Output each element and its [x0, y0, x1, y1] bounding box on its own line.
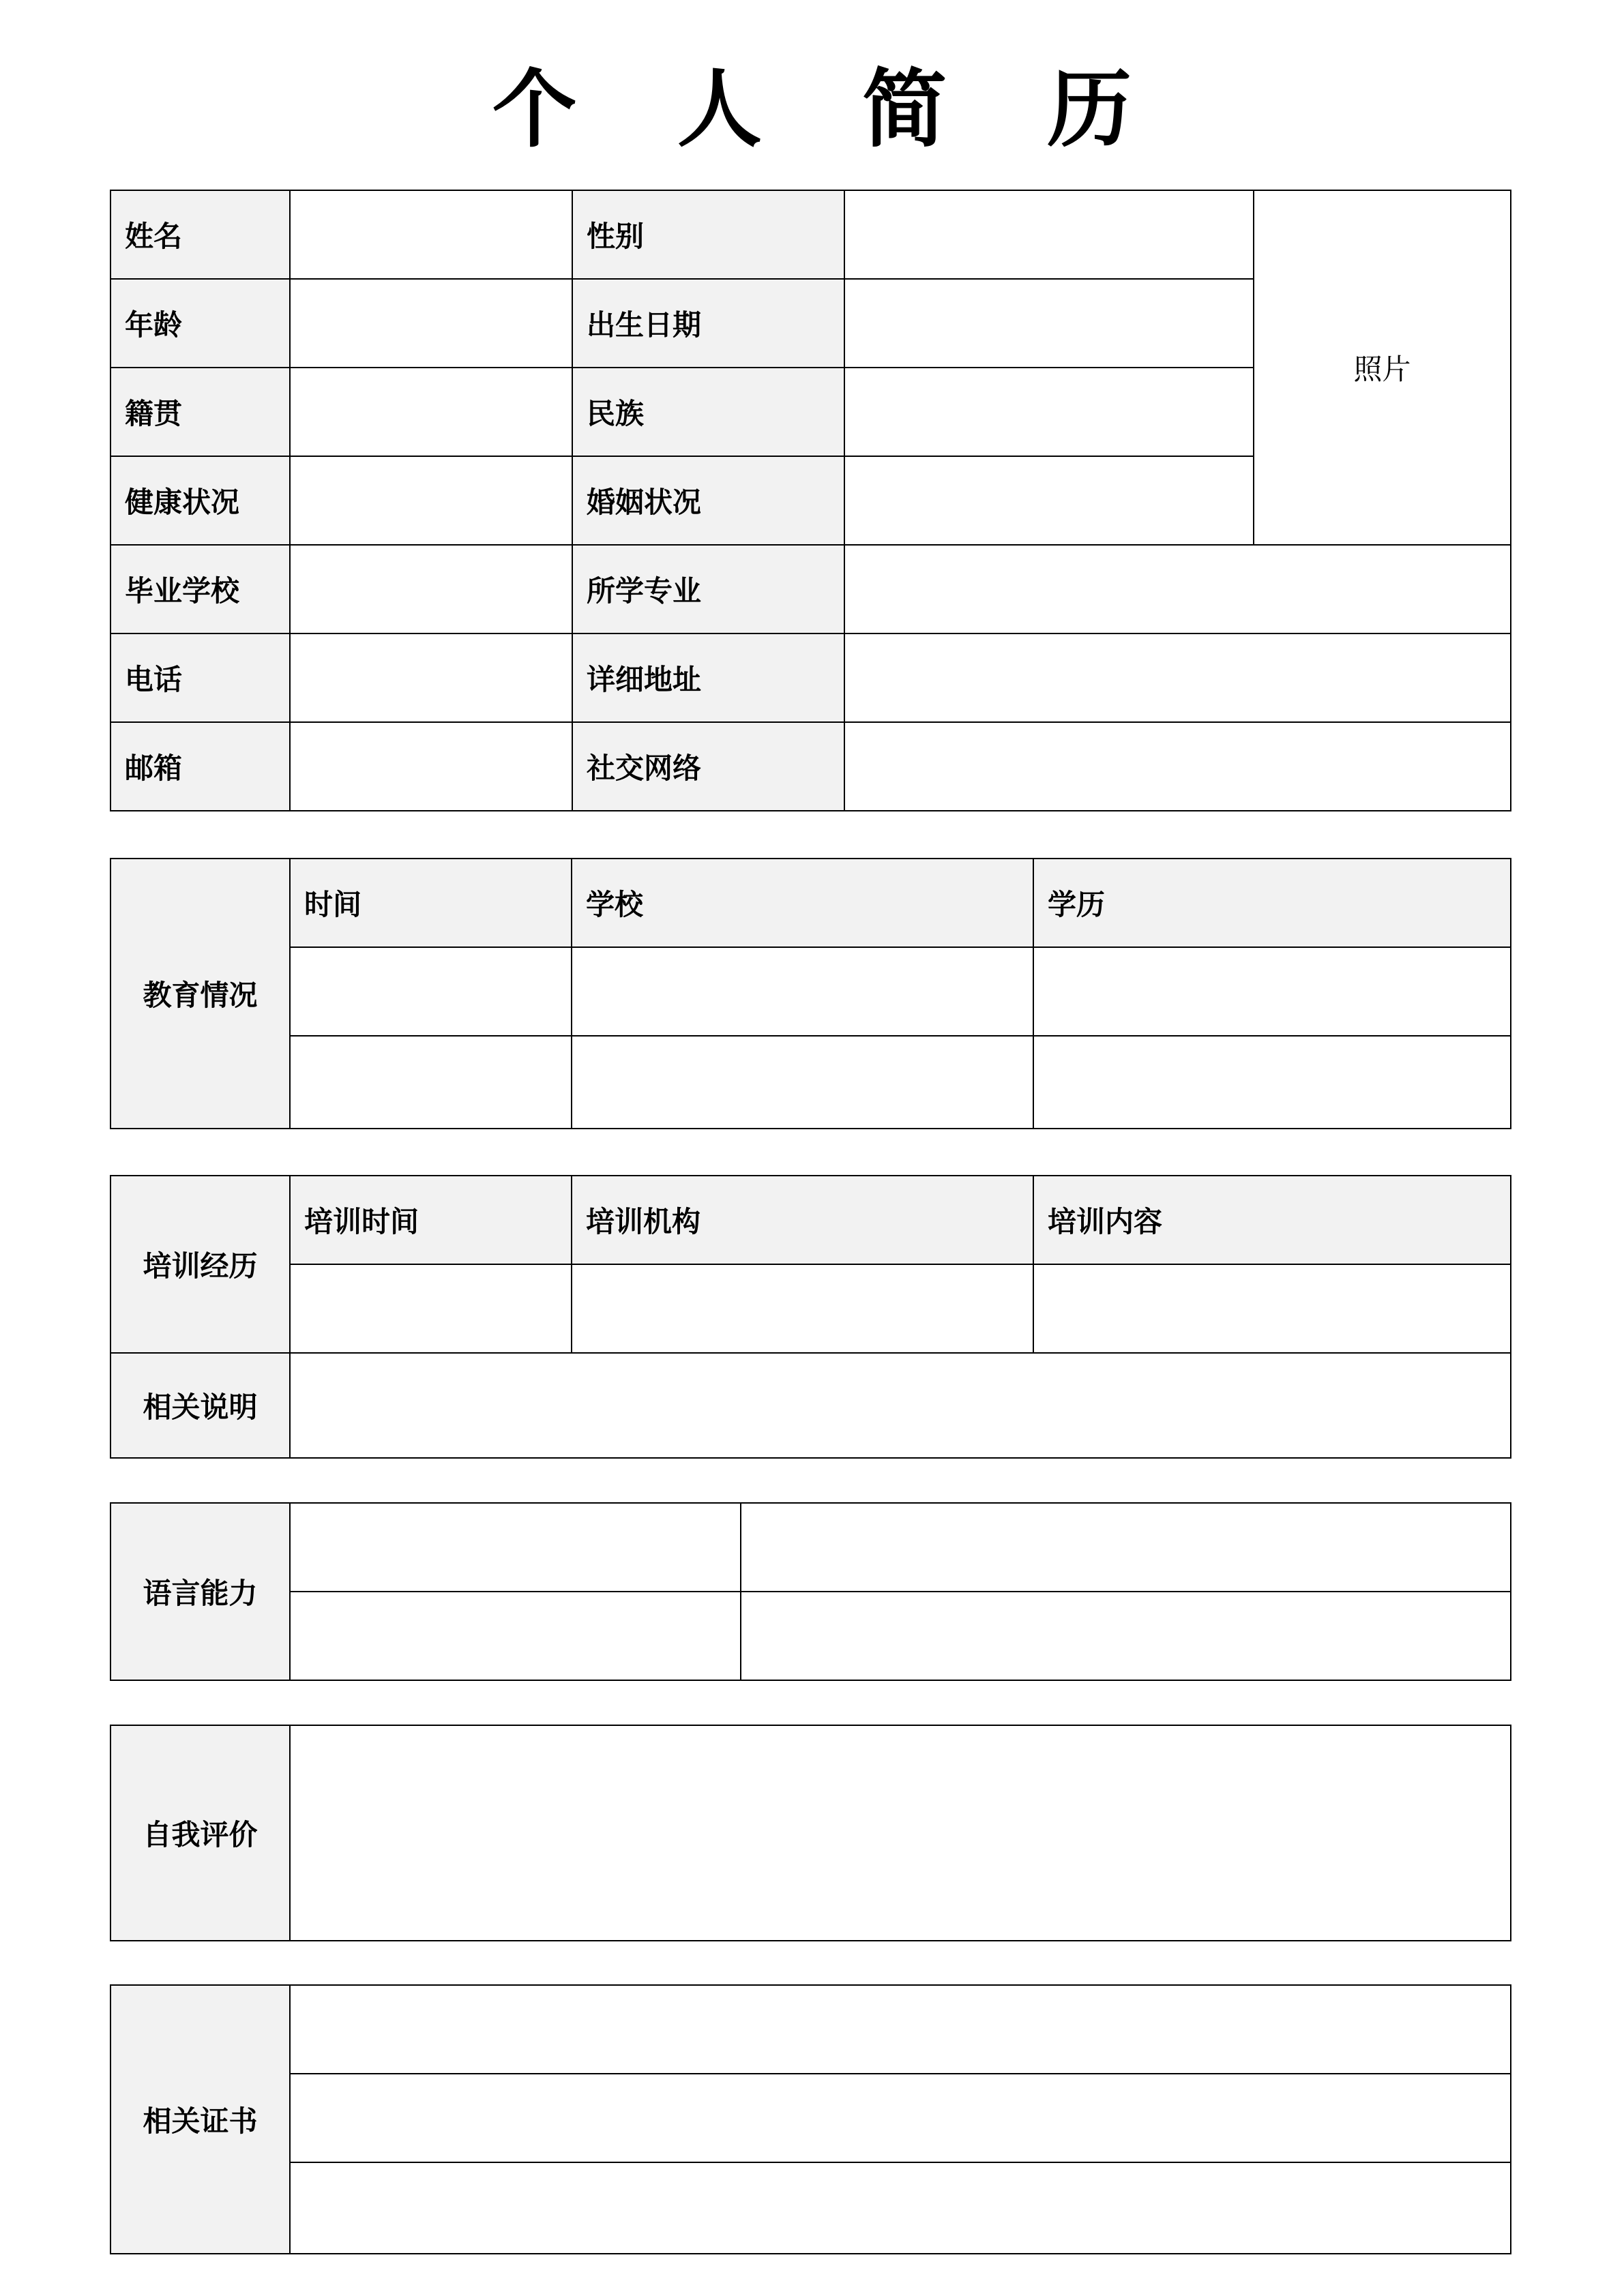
table-row: [110, 545, 1511, 633]
photo-box[interactable]: 照片: [1254, 190, 1511, 545]
page-title: 个 人 简 历: [492, 61, 1168, 159]
table-row: [110, 633, 1511, 722]
certificate-field[interactable]: [290, 2074, 1511, 2162]
phone-field[interactable]: [290, 633, 572, 722]
education-label: 教育情况: [110, 859, 290, 1129]
language-level-field[interactable]: [741, 1592, 1511, 1680]
language-field[interactable]: [290, 1592, 741, 1680]
table-row: [110, 190, 1511, 279]
training-content-header: 培训内容: [1033, 1176, 1511, 1264]
training-table: [110, 1175, 1511, 1459]
birth-date-field[interactable]: [844, 279, 1254, 368]
address-label: 详细地址: [572, 633, 844, 722]
native-place-label: 籍贯: [110, 368, 290, 456]
training-notes-label: 相关说明: [110, 1353, 290, 1458]
marital-status-field[interactable]: [844, 456, 1254, 545]
language-level-field[interactable]: [741, 1503, 1511, 1592]
certificates-label: 相关证书: [110, 1985, 290, 2254]
training-institution-field[interactable]: [572, 1264, 1033, 1353]
education-table: [110, 858, 1511, 1129]
marital-status-label: 婚姻状况: [572, 456, 844, 545]
name-field[interactable]: [290, 190, 572, 279]
education-time-field[interactable]: [290, 1036, 572, 1129]
certificate-field[interactable]: [290, 2162, 1511, 2254]
table-row: [110, 859, 1511, 947]
health-label: 健康状况: [110, 456, 290, 545]
table-row: [110, 2074, 1511, 2162]
gender-label: 性别: [572, 190, 844, 279]
training-time-header: 培训时间: [290, 1176, 572, 1264]
training-content-field[interactable]: [1033, 1264, 1511, 1353]
education-time-header: 时间: [290, 859, 572, 947]
social-network-field[interactable]: [844, 722, 1511, 811]
address-field[interactable]: [844, 633, 1511, 722]
table-row: [110, 1036, 1511, 1129]
education-degree-header: 学历: [1033, 859, 1511, 947]
table-row: [110, 1176, 1511, 1264]
age-label: 年龄: [110, 279, 290, 368]
language-label: 语言能力: [110, 1503, 290, 1680]
major-label: 所学专业: [572, 545, 844, 633]
self-evaluation-field[interactable]: [290, 1725, 1511, 1941]
education-degree-field[interactable]: [1033, 947, 1511, 1036]
education-school-field[interactable]: [572, 1036, 1033, 1129]
table-row: [110, 1725, 1511, 1941]
table-row: [110, 1264, 1511, 1353]
training-institution-header: 培训机构: [572, 1176, 1033, 1264]
education-school-header: 学校: [572, 859, 1033, 947]
table-row: [110, 722, 1511, 811]
school-field[interactable]: [290, 545, 572, 633]
education-school-field[interactable]: [572, 947, 1033, 1036]
training-time-field[interactable]: [290, 1264, 572, 1353]
basic-info-table: [110, 190, 1511, 811]
email-label: 邮箱: [110, 722, 290, 811]
name-label: 姓名: [110, 190, 290, 279]
table-row: [110, 1503, 1511, 1592]
table-row: [110, 947, 1511, 1036]
major-field[interactable]: [844, 545, 1511, 633]
self-evaluation-table: [110, 1725, 1511, 1941]
native-place-field[interactable]: [290, 368, 572, 456]
education-time-field[interactable]: [290, 947, 572, 1036]
language-field[interactable]: [290, 1503, 741, 1592]
table-row: [110, 1353, 1511, 1458]
table-row: [110, 1592, 1511, 1680]
ethnicity-label: 民族: [572, 368, 844, 456]
birth-date-label: 出生日期: [572, 279, 844, 368]
certificate-field[interactable]: [290, 1985, 1511, 2074]
social-network-label: 社交网络: [572, 722, 844, 811]
phone-label: 电话: [110, 633, 290, 722]
health-field[interactable]: [290, 456, 572, 545]
email-field[interactable]: [290, 722, 572, 811]
training-notes-field[interactable]: [290, 1353, 1511, 1458]
ethnicity-field[interactable]: [844, 368, 1254, 456]
language-table: [110, 1502, 1511, 1681]
table-row: [110, 1985, 1511, 2074]
education-degree-field[interactable]: [1033, 1036, 1511, 1129]
age-field[interactable]: [290, 279, 572, 368]
self-evaluation-label: 自我评价: [110, 1725, 290, 1941]
gender-field[interactable]: [844, 190, 1254, 279]
table-row: [110, 2162, 1511, 2254]
certificates-table: [110, 1984, 1511, 2254]
training-label: 培训经历: [110, 1176, 290, 1353]
school-label: 毕业学校: [110, 545, 290, 633]
